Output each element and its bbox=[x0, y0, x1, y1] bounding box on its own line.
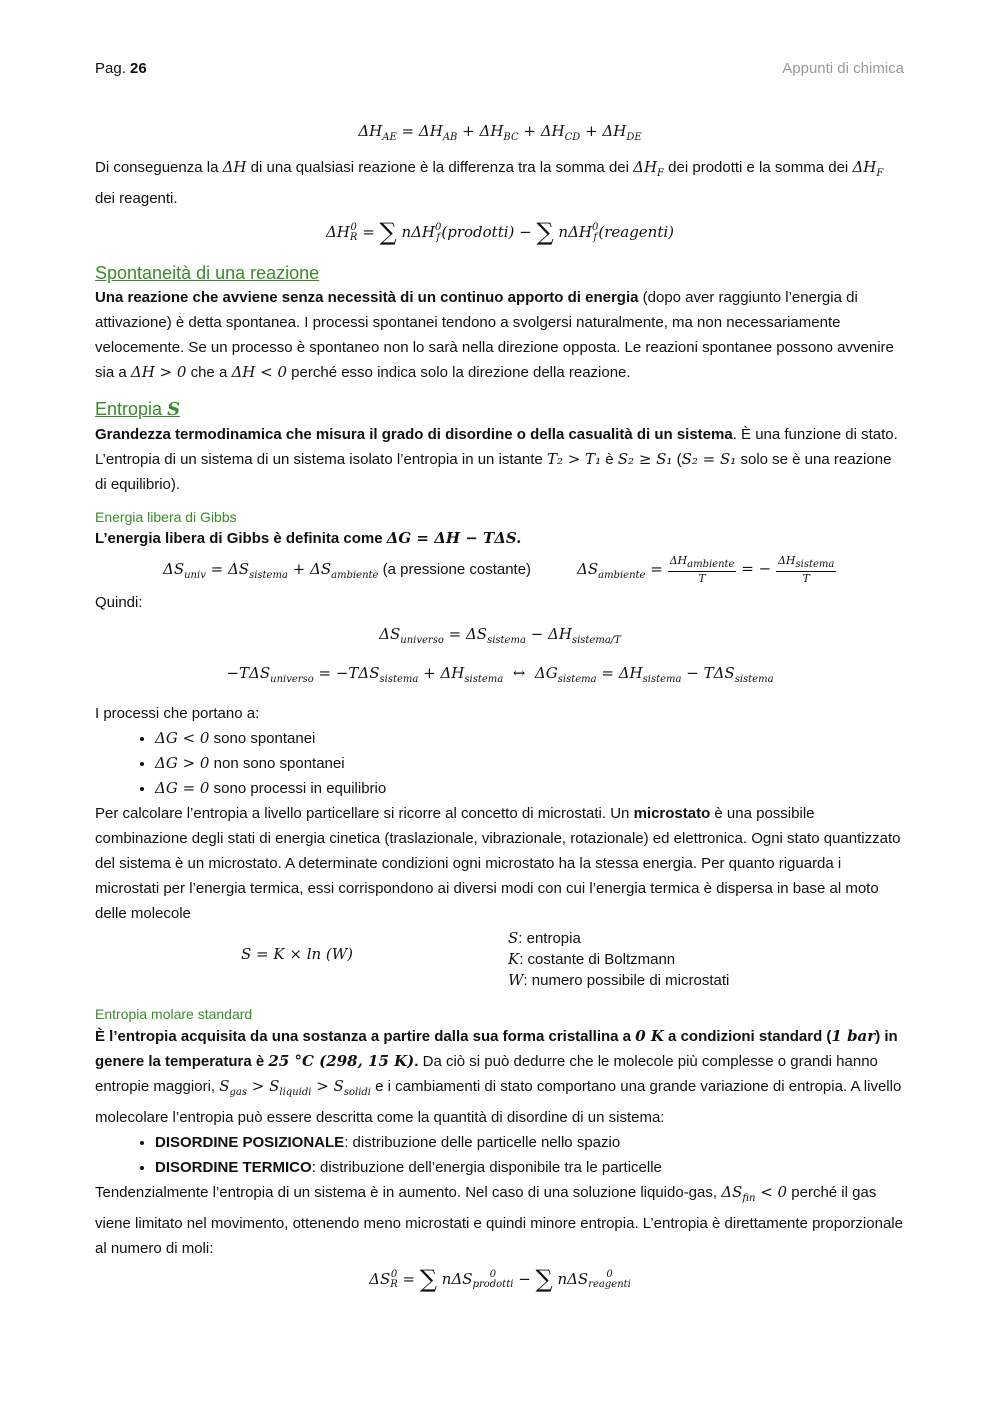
document-title: Appunti di chimica bbox=[782, 60, 904, 77]
list-item-bold: DISORDINE POSIZIONALE bbox=[155, 1134, 345, 1151]
list-item-bold: DISORDINE TERMICO bbox=[155, 1159, 312, 1176]
final-text-a: Tendenzialmente l’entropia di un sistema è in aumento. Nel caso di una soluzione liquido-gas, bbox=[95, 1184, 722, 1201]
fraction-h-ambiente-den: T bbox=[698, 572, 706, 586]
paragraph-final bbox=[95, 1180, 905, 1261]
fraction-h-sistema-den: T bbox=[802, 572, 810, 586]
legend-symbol: S bbox=[508, 929, 519, 947]
legend-item bbox=[508, 970, 729, 991]
gibbs-definition-eq: ΔG = ΔH − TΔS. bbox=[386, 529, 522, 547]
entropy-mid-1: è bbox=[601, 451, 618, 468]
paragraph-entropia-molare bbox=[95, 1024, 905, 1130]
molar-bold-temp: 25 °C (298, 15 K) bbox=[268, 1052, 415, 1070]
spont-dh-pos: ΔH > 0 bbox=[130, 363, 187, 381]
final-math: $\Delta S_{fin} < 0$ bbox=[721, 1183, 788, 1204]
equation-s-ambiente-left: $\Delta S_{ambiente}$ = bbox=[577, 559, 663, 581]
list-item-math: ΔG < 0 bbox=[155, 729, 210, 747]
heading-entropia-molare: Entropia molare standard bbox=[95, 1006, 253, 1022]
equation-s-universo-text: $\Delta S_{universo} = \Delta S_{sistema} - \Delta H_{sistema/T}$ bbox=[379, 625, 621, 646]
micro-bold: microstato bbox=[633, 805, 711, 822]
equivalence-arrow: ↔ bbox=[512, 664, 526, 682]
legend-text: : costante di Boltzmann bbox=[519, 951, 676, 968]
molar-text-1: Da ciò si può dedurre che le molecole più complesse o grandi hanno entropie maggiori, bbox=[95, 1053, 878, 1095]
list-item-text: : distribuzione delle particelle nello spazio bbox=[344, 1134, 621, 1151]
page-prefix: Pag. bbox=[95, 60, 126, 77]
list-item-math: ΔG > 0 bbox=[155, 754, 210, 772]
gibbs-definition bbox=[95, 527, 905, 550]
equation-s-univ-note: (a pressione costante) bbox=[382, 561, 532, 578]
spont-mid: che a bbox=[186, 364, 232, 381]
disorder-list bbox=[95, 1130, 905, 1180]
spont-dh-neg: ΔH < 0 bbox=[231, 363, 288, 381]
legend-item bbox=[508, 928, 729, 949]
fraction-h-sistema bbox=[776, 554, 836, 585]
list-item-math: ΔG = 0 bbox=[155, 779, 210, 797]
list-item bbox=[155, 1130, 905, 1155]
paragraph-microstati bbox=[95, 801, 905, 926]
fraction-h-ambiente bbox=[668, 554, 737, 585]
spont-text-1: (dopo aver raggiunto l’energia di attivazione) è detta spontanea. I processi spontanei tendono a svolgersi naturalmente, ma non necessariamente velocemente. Se un processo è spontaneo non lo sarà nella direzione opposta. Le reazioni spontanee possono avvenire sia a bbox=[95, 289, 894, 381]
list-item-text: non sono spontanei bbox=[209, 755, 345, 772]
micro-text-b: è una possibile combinazione degli stati di energia cinetica (traslazionale, vibrazionale, rotazionale) ed elettronica. Ogni stato quantizzato del sistema è un microstato. A determinate condizioni ogni microstato ha la stessa energia. Per quanto riguarda i microstati per l’energia termica, essi corrispondono ai diversi modi con cui l’energia termica è dispersa in base al moto delle molecole bbox=[95, 805, 901, 922]
entropy-bold-text: Grandezza termodinamica che misura il grado di disordine o della casualità di un sistema bbox=[95, 426, 733, 443]
heading-entropia bbox=[95, 397, 905, 422]
entropy-text-2: solo se è una reazione di equilibrio). bbox=[95, 451, 892, 493]
spontaneity-list bbox=[95, 726, 905, 801]
quindi-label: Quindi: bbox=[95, 594, 143, 611]
page-number: 26 bbox=[130, 60, 147, 77]
equation-delta-h-reaction bbox=[95, 215, 905, 249]
equation-gibbs-left: $-T\Delta S_{universo} = -T\Delta S_{sistema} + \Delta H_{sistema}$ bbox=[226, 664, 504, 685]
equation-hess-text: $\Delta H_{AE} = \Delta H_{AB} + \Delta H_{BC} + \Delta H_{CD} + \Delta H_{DE}$ bbox=[358, 122, 642, 143]
equation-s-univ bbox=[163, 560, 531, 581]
boltzmann-block bbox=[95, 928, 905, 994]
list-item bbox=[155, 776, 905, 801]
equation-gibbs-derivation bbox=[95, 658, 905, 695]
page-number-header bbox=[95, 60, 147, 77]
fraction-h-sistema-num: $\Delta H_{sistema}$ bbox=[777, 554, 835, 571]
molar-bold-2: a condizioni standard ( bbox=[663, 1028, 832, 1045]
boltzmann-formula: S = K × ln (W) bbox=[241, 945, 354, 963]
equation-hess bbox=[95, 118, 905, 151]
entropy-cond-t: T₂ > T₁ bbox=[546, 450, 602, 468]
spont-bold-text: Una reazione che avviene senza necessità di un continuo apporto di energia bbox=[95, 289, 639, 306]
list-item bbox=[155, 1155, 905, 1180]
paragraph-hess-text: Di conseguenza la ΔH di una qualsiasi reazione è la differenza tra la somma dei $\Delta H_F$ dei prodotti e la somma dei $\Delta H_F$ dei reagenti. bbox=[95, 158, 884, 207]
page-content bbox=[95, 118, 905, 1297]
entropy-cond-eq: S₂ = S₁ bbox=[681, 450, 737, 468]
molar-bold-1: È l’entropia acquisita da una sostanza a partire dalla sua forma cristallina a bbox=[95, 1028, 636, 1045]
legend-text: : entropia bbox=[518, 930, 581, 947]
equation-s-ambiente bbox=[577, 554, 836, 585]
micro-text-a: Per calcolare l’entropia a livello particellare si ricorre al concetto di microstati. Un bbox=[95, 805, 634, 822]
molar-text-2: e i cambiamenti di stato comportano una grande variazione di entropia. A livello molecolare l’entropia può essere descritta come la quantità di disordine di un sistema: bbox=[95, 1078, 902, 1126]
gibbs-definition-text: L’energia libera di Gibbs è definita come bbox=[95, 530, 387, 547]
heading-entropia-label: Entropia bbox=[95, 399, 163, 419]
equation-s-universo bbox=[95, 619, 905, 656]
equation-gibbs-right: $\Delta G_{sistema} = \Delta H_{sistema} - T\Delta S_{sistema}$ bbox=[534, 664, 774, 685]
equation-s-ambiente-minus: = − bbox=[741, 559, 772, 578]
list-item-text: : distribuzione dell’energia disponibile tra le particelle bbox=[311, 1159, 662, 1176]
list-item bbox=[155, 726, 905, 751]
fraction-h-ambiente-num: $\Delta H_{ambiente}$ bbox=[669, 554, 735, 571]
entropy-mid-2: ( bbox=[672, 451, 682, 468]
legend-text: : numero possibile di microstati bbox=[523, 972, 730, 989]
heading-spontaneita: Spontaneità di una reazione bbox=[95, 263, 320, 283]
list-intro: I processi che portano a: bbox=[95, 705, 260, 722]
molar-bold-3: ) in genere la temperatura è bbox=[95, 1028, 898, 1070]
molar-bold-zero: 0 K bbox=[635, 1027, 664, 1045]
final-text-b: perché il gas viene limitato nel movimento, ottenendo meno microstati e quindi minore entropia. L’entropia è direttamente proporzionale al numero di moli: bbox=[95, 1184, 903, 1257]
legend-symbol: W bbox=[508, 971, 524, 989]
paragraph-hess bbox=[95, 155, 905, 211]
spont-text-2: perché esso indica solo la direzione della reazione. bbox=[287, 364, 631, 381]
list-item bbox=[155, 751, 905, 776]
list-item-text: sono spontanei bbox=[209, 730, 316, 747]
molar-bold-bar: 1 bar bbox=[831, 1027, 876, 1045]
equation-delta-s-reaction-text: ΔS 0 R = ∑ nΔS 0 prodotti − ∑ nΔS 0 reagenti bbox=[369, 1265, 631, 1293]
equation-delta-s-reaction bbox=[95, 1261, 905, 1297]
entropy-cond-s: S₂ ≥ S₁ bbox=[617, 450, 673, 468]
legend-symbol: K bbox=[508, 950, 520, 968]
equation-delta-h-reaction-text: ΔH 0 R = ∑ nΔH 0 f (prodotti) − ∑ nΔH 0 f (reagenti) bbox=[325, 218, 675, 246]
legend-item bbox=[508, 949, 729, 970]
entropy-universe-row bbox=[95, 554, 905, 588]
entropy-text-1: . È una funzione di stato. L’entropia di un sistema di un sistema isolato l’entropia in un istante bbox=[95, 426, 898, 468]
heading-entropia-symbol: S bbox=[167, 399, 181, 420]
list-item-text: sono processi in equilibrio bbox=[209, 780, 387, 797]
molar-inequality: $S_{gas} > S_{liquidi} > S_{solidi}$ bbox=[219, 1077, 371, 1098]
molar-bold-4: . bbox=[414, 1053, 419, 1070]
heading-gibbs: Energia libera di Gibbs bbox=[95, 509, 237, 525]
paragraph-entropia bbox=[95, 422, 905, 497]
boltzmann-legend bbox=[508, 928, 729, 991]
paragraph-spontaneita bbox=[95, 285, 905, 385]
equation-s-univ-math: $\Delta S_{univ} = \Delta S_{sistema} + \Delta S_{ambiente}$ bbox=[163, 560, 379, 581]
